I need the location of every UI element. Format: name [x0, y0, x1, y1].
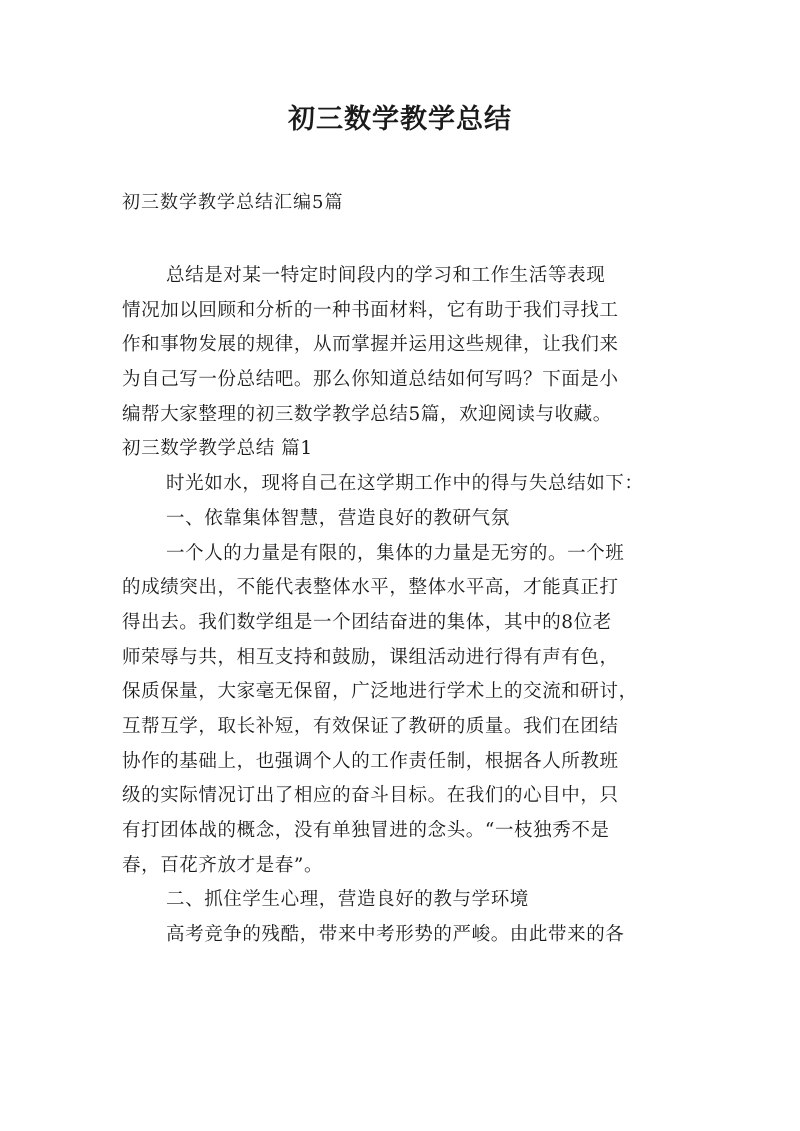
- text-line: 保质保量，大家毫无保留，广泛地进行学术上的交流和研讨，: [122, 681, 638, 703]
- text-line: 的成绩突出，不能代表整体水平，整体水平高，才能真正打: [122, 577, 619, 599]
- document-body: [122, 259, 692, 953]
- text-line: 情况加以回顾和分析的一种书面材料，它有助于我们寻找工: [122, 299, 619, 321]
- text-line: 为自己写一份总结吧。那么你知道总结如何写吗？下面是小: [122, 369, 619, 391]
- text-line: 得出去。我们数学组是一个团结奋进的集体，其中的8位老: [122, 611, 612, 633]
- document-subtitle: 初三数学教学总结汇编5篇: [122, 192, 344, 213]
- text-line: 一个人的力量是有限的，集体的力量是无穷的。一个班: [166, 542, 625, 564]
- text-line: 二、抓住学生心理，营造良好的教与学环境: [166, 889, 529, 911]
- text-line: 级的实际情况订出了相应的奋斗目标。在我们的心目中，只: [122, 785, 619, 807]
- text-line: 编帮大家整理的初三数学教学总结5篇，欢迎阅读与收藏。: [122, 403, 612, 425]
- text-line: 作和事物发展的规律，从而掌握并运用这些规律，让我们来: [122, 334, 619, 356]
- text-line: 高考竞争的残酷，带来中考形势的严峻。由此带来的各: [166, 924, 625, 946]
- text-line: 总结是对某一特定时间段内的学习和工作生活等表现: [166, 265, 606, 286]
- document-title: 初三数学教学总结: [288, 104, 512, 135]
- text-line: 有打团体战的概念，没有单独冒进的念头。“一枝独秀不是: [122, 820, 610, 841]
- text-line: 初三数学教学总结 篇1: [122, 438, 313, 460]
- text-line: 春，百花齐放才是春”。: [122, 854, 324, 876]
- text-line: 师荣辱与共，相互支持和鼓励，课组活动进行得有声有色，: [122, 646, 619, 668]
- text-line: 时光如水，现将自己在这学期工作中的得与失总结如下：: [166, 473, 644, 495]
- text-line: 互帮互学，取长补短，有效保证了教研的质量。我们在团结: [122, 715, 619, 737]
- text-line: 一、依靠集体智慧，营造良好的教研气氛: [166, 507, 510, 529]
- text-line: 协作的基础上，也强调个人的工作责任制，根据各人所教班: [122, 750, 619, 772]
